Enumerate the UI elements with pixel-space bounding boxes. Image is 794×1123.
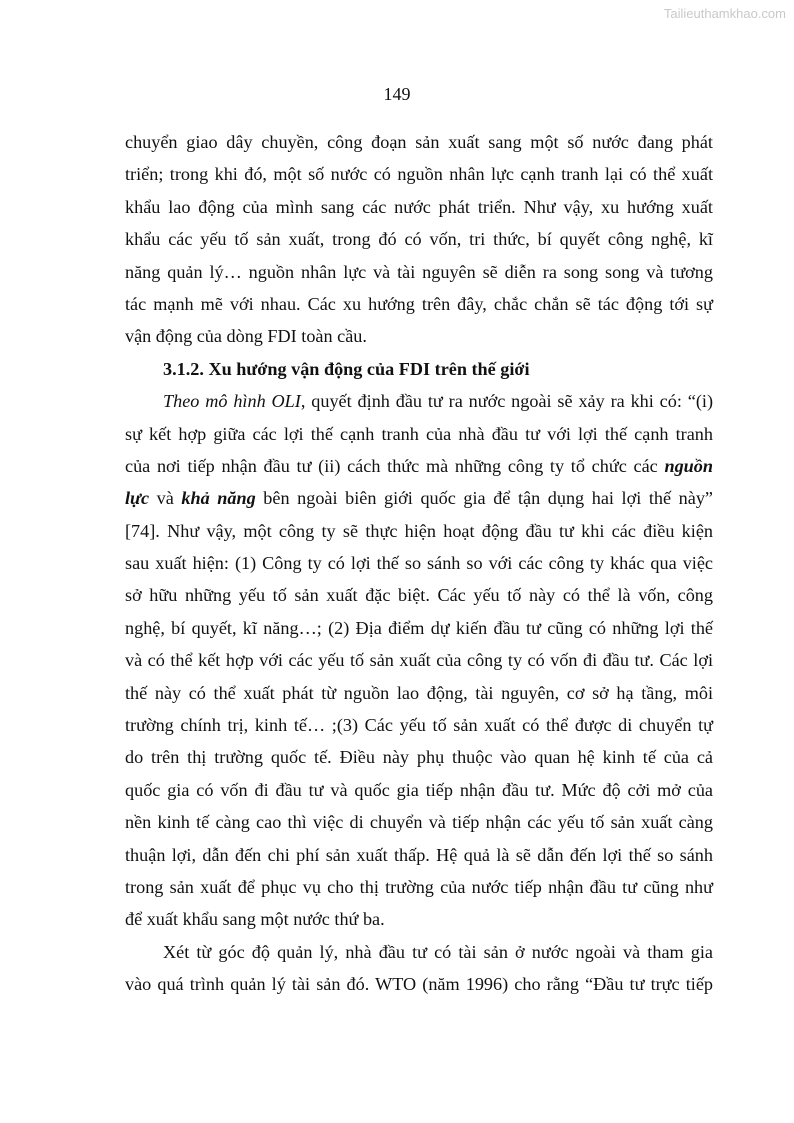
- text-line: [125, 709, 713, 741]
- text-segment: trường chính trị, kinh tế… ;(3) Các yếu tố sản xuất có thể được di chuyển tự: [125, 715, 713, 736]
- text-line: [125, 741, 713, 773]
- text-line: [125, 644, 713, 676]
- text-segment: , quyết định đầu tư ra nước ngoài sẽ xảy ra khi có: “(i): [300, 391, 714, 412]
- document-body: [125, 126, 713, 1001]
- text-line: [125, 612, 713, 644]
- text-segment: quốc gia có vốn đi đầu tư và quốc gia tiếp nhận đầu tư. Mức độ cởi mở của: [125, 779, 713, 800]
- emphasized-text: khả năng: [181, 488, 256, 509]
- text-line: [125, 126, 713, 158]
- text-segment: sau xuất hiện: (1) Công ty có lợi thế so sánh so với các công ty khác qua việc: [125, 553, 713, 574]
- text-segment: thuận lợi, dẫn đến chi phí sản xuất thấp. Hệ quả là sẽ dẫn đến lợi thế so sánh: [125, 844, 713, 865]
- text-line: [125, 288, 713, 320]
- text-segment: trong sản xuất để phục vụ cho thị trường của nước tiếp nhận đầu tư cũng như: [125, 876, 713, 897]
- text-segment: tác mạnh mẽ với nhau. Các xu hướng trên đây, chắc chắn sẽ tác động tới sự: [125, 293, 713, 314]
- text-line: [125, 158, 713, 190]
- emphasized-text: 3.1.2. Xu hướng vận động của FDI trên thế giới: [163, 358, 530, 379]
- text-segment: vận động của dòng FDI toàn cầu.: [125, 326, 367, 347]
- emphasized-text: lực: [125, 488, 150, 509]
- section-heading: [125, 353, 713, 385]
- text-segment: chuyển giao dây chuyền, công đoạn sản xuất sang một số nước đang phát: [125, 132, 713, 152]
- text-segment: nền kinh tế càng cao thì việc di chuyển và tiếp nhận các yếu tố sản xuất càng: [125, 812, 713, 833]
- text-line: [125, 450, 713, 482]
- text-segment: của nơi tiếp nhận đầu tư (ii) cách thức mà những công ty tổ chức các: [125, 455, 665, 476]
- text-line: [125, 515, 713, 547]
- text-line: [125, 806, 713, 838]
- text-segment: khẩu lao động của mình sang các nước phát triển. Như vậy, xu hướng xuất: [125, 196, 713, 217]
- text-line: [125, 579, 713, 611]
- text-segment: năng quản lý… nguồn nhân lực và tài nguyên sẽ diễn ra song song và tương: [125, 261, 713, 282]
- text-segment: [74]. Như vậy, một công ty sẽ thực hiện hoạt động đầu tư khi các điều kiện: [125, 520, 713, 541]
- text-segment: và có thể kết hợp với các yếu tố sản xuất của công ty có vốn đi đầu tư. Các lợi: [125, 650, 713, 671]
- text-line: [125, 936, 713, 968]
- text-line: [125, 191, 713, 223]
- text-segment: sở hữu những yếu tố sản xuất đặc biệt. Các yếu tố này có thể là vốn, công: [125, 585, 713, 606]
- text-line: [125, 774, 713, 806]
- watermark: Tailieuthamkhao.com: [663, 6, 786, 21]
- text-segment: Xét từ góc độ quản lý, nhà đầu tư có tài sản ở nước ngoài và tham gia: [163, 941, 713, 962]
- text-line: [125, 839, 713, 871]
- text-segment: để xuất khẩu sang một nước thứ ba.: [125, 909, 385, 930]
- text-line: [125, 418, 713, 450]
- page-number: 149: [383, 84, 411, 104]
- text-line: [125, 482, 713, 514]
- text-segment: và: [149, 488, 182, 509]
- emphasized-text: nguồn: [664, 455, 713, 476]
- text-segment: sự kết hợp giữa các lợi thế cạnh tranh của nhà đầu tư với lợi thế cạnh tranh: [125, 423, 713, 444]
- text-line: [125, 677, 713, 709]
- text-segment: vào quá trình quản lý tài sản đó. WTO (năm 1996) cho rằng “Đầu tư trực tiếp: [125, 974, 713, 995]
- text-segment: khẩu các yếu tố sản xuất, trong đó có vốn, tri thức, bí quyết công nghệ, kĩ: [125, 229, 713, 250]
- text-line: [125, 256, 713, 288]
- text-line: [125, 871, 713, 903]
- text-segment: nghệ, bí quyết, kĩ năng…; (2) Địa điểm dự kiến đầu tư cũng có những lợi thế: [125, 617, 713, 638]
- emphasized-text: Theo mô hình OLI: [163, 391, 301, 412]
- text-line: [125, 223, 713, 255]
- text-segment: thế này có thể xuất phát từ nguồn lao động, tài nguyên, cơ sở hạ tầng, môi: [125, 682, 713, 703]
- text-segment: do trên thị trường quốc tế. Điều này phụ thuộc vào quan hệ kinh tế của cả: [125, 747, 713, 768]
- text-line: [125, 385, 713, 417]
- text-line: [125, 903, 713, 935]
- text-line: [125, 968, 713, 1000]
- text-segment: bên ngoài biên giới quốc gia để tận dụng hai lợi thế này”: [255, 488, 713, 509]
- text-segment: triển; trong khi đó, một số nước có nguồn nhân lực cạnh tranh lại có thể xuất: [125, 164, 713, 185]
- text-line: [125, 547, 713, 579]
- text-line: [125, 320, 713, 352]
